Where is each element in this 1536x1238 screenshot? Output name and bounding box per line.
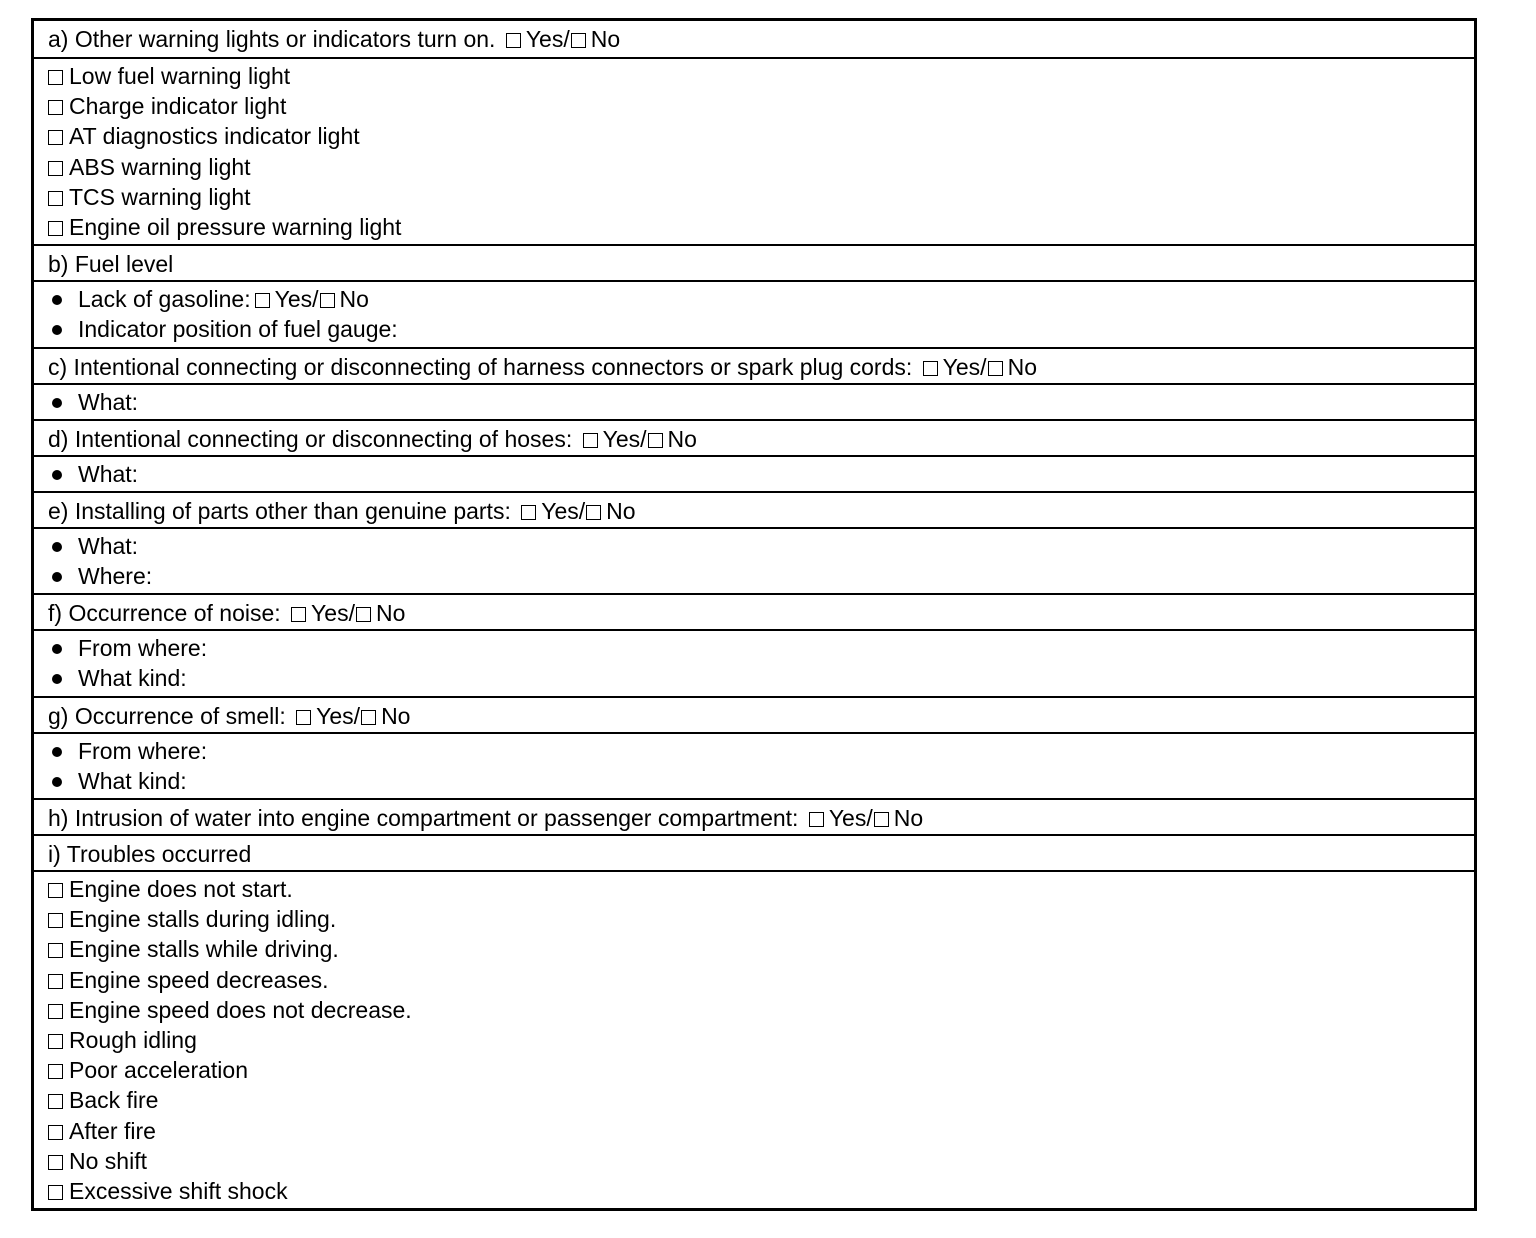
checkbox[interactable] xyxy=(48,1125,63,1140)
yes-checkbox[interactable] xyxy=(255,293,270,308)
bullet-icon xyxy=(52,572,62,582)
section-b-title: b) Fuel level xyxy=(48,251,174,278)
checkbox-item[interactable]: ABS warning light xyxy=(48,152,1474,182)
checkbox-item[interactable]: Poor acceleration xyxy=(48,1055,1474,1085)
checkbox[interactable] xyxy=(48,1185,63,1200)
bullet-item: From where: xyxy=(48,736,1474,766)
checkbox[interactable] xyxy=(48,100,63,115)
checkbox-item[interactable]: Engine speed does not decrease. xyxy=(48,995,1474,1025)
checkbox-item[interactable]: Low fuel warning light xyxy=(48,61,1474,91)
bullet-icon xyxy=(52,325,62,335)
bullet-item: What kind: xyxy=(48,766,1474,796)
no-checkbox[interactable] xyxy=(356,607,371,622)
yes-checkbox[interactable] xyxy=(521,505,536,520)
bullet-item: Where: xyxy=(48,561,1474,591)
checkbox[interactable] xyxy=(48,883,63,898)
section-e-header xyxy=(34,491,1474,527)
section-i-header xyxy=(34,834,1474,870)
bullet-icon xyxy=(52,398,62,408)
yes-checkbox[interactable] xyxy=(506,33,521,48)
section-e-items xyxy=(34,527,1474,593)
section-e-yes-no: Yes/ No xyxy=(517,498,635,524)
checkbox-item[interactable]: Engine oil pressure warning light xyxy=(48,212,1474,242)
bullet-icon xyxy=(52,644,62,654)
bullet-item: From where: xyxy=(48,633,1474,663)
section-i-items xyxy=(34,870,1474,1208)
section-d-items xyxy=(34,455,1474,491)
checkbox[interactable] xyxy=(48,913,63,928)
bullet-icon xyxy=(52,542,62,552)
checkbox-item[interactable]: Back fire xyxy=(48,1085,1474,1115)
checkbox[interactable] xyxy=(48,1094,63,1109)
section-b-header xyxy=(34,244,1474,280)
bullet-icon xyxy=(52,777,62,787)
checkbox[interactable] xyxy=(48,70,63,85)
checkbox[interactable] xyxy=(48,221,63,236)
checkbox-item[interactable]: Rough idling xyxy=(48,1025,1474,1055)
no-checkbox[interactable] xyxy=(988,361,1003,376)
checkbox[interactable] xyxy=(48,1155,63,1170)
checkbox-item[interactable]: Engine stalls while driving. xyxy=(48,934,1474,964)
section-h-header xyxy=(34,798,1474,834)
no-checkbox[interactable] xyxy=(874,812,889,827)
checkbox[interactable] xyxy=(48,161,63,176)
no-checkbox[interactable] xyxy=(320,293,335,308)
section-b-items xyxy=(34,280,1474,346)
section-g-items xyxy=(34,732,1474,798)
section-f-yes-no: Yes/ No xyxy=(287,600,405,626)
checkbox-item[interactable]: Engine does not start. xyxy=(48,874,1474,904)
bullet-item: What: xyxy=(48,531,1474,561)
checkbox[interactable] xyxy=(48,1004,63,1019)
section-h-title: h) Intrusion of water into engine compartment or passenger compartment: xyxy=(48,805,799,831)
section-c-items xyxy=(34,383,1474,419)
yes-checkbox[interactable] xyxy=(296,710,311,725)
section-c-header xyxy=(34,347,1474,383)
section-e-title: e) Installing of parts other than genuine parts: xyxy=(48,497,511,524)
section-g-title: g) Occurrence of smell: xyxy=(48,702,286,729)
checkbox[interactable] xyxy=(48,974,63,989)
section-a-items xyxy=(34,57,1474,244)
yes-checkbox[interactable] xyxy=(583,433,598,448)
checkbox[interactable] xyxy=(48,1034,63,1049)
section-h-yes-no: Yes/ No xyxy=(805,805,923,831)
section-i-title: i) Troubles occurred xyxy=(48,841,252,867)
checkbox-item[interactable]: Charge indicator light xyxy=(48,91,1474,121)
no-checkbox[interactable] xyxy=(648,433,663,448)
no-checkbox[interactable] xyxy=(586,505,601,520)
section-g-yes-no: Yes/ No xyxy=(292,703,410,729)
no-checkbox[interactable] xyxy=(571,33,586,48)
bullet-icon xyxy=(52,470,62,480)
section-d-header xyxy=(34,419,1474,455)
checkbox-item[interactable]: Engine stalls during idling. xyxy=(48,904,1474,934)
section-g-header xyxy=(34,696,1474,732)
section-f-header xyxy=(34,593,1474,629)
bullet-item: What: xyxy=(48,387,1474,417)
section-a-title: a) Other warning lights or indicators turn on. xyxy=(48,26,496,52)
checkbox-item[interactable]: After fire xyxy=(48,1116,1474,1146)
checkbox-item[interactable]: Excessive shift shock xyxy=(48,1176,1474,1206)
section-f-title: f) Occurrence of noise: xyxy=(48,600,281,627)
checkbox[interactable] xyxy=(48,943,63,958)
checkbox-item[interactable]: AT diagnostics indicator light xyxy=(48,121,1474,151)
checkbox-item[interactable]: Engine speed decreases. xyxy=(48,965,1474,995)
bullet-item: What: xyxy=(48,459,1474,489)
section-d-title: d) Intentional connecting or disconnecting of hoses: xyxy=(48,425,573,452)
bullet-item: What kind: xyxy=(48,663,1474,693)
checkbox-item[interactable]: TCS warning light xyxy=(48,182,1474,212)
yes-checkbox[interactable] xyxy=(809,812,824,827)
bullet-icon xyxy=(52,295,62,305)
section-d-yes-no: Yes/ No xyxy=(579,426,697,452)
section-a-header xyxy=(34,21,1474,57)
yes-checkbox[interactable] xyxy=(291,607,306,622)
diagnostic-worksheet-form xyxy=(31,18,1477,1211)
checkbox[interactable] xyxy=(48,1064,63,1079)
bullet-item: Lack of gasoline: Yes/ No xyxy=(48,284,1474,314)
bullet-icon xyxy=(52,674,62,684)
bullet-item: Indicator position of fuel gauge: xyxy=(48,314,1474,344)
section-a-yes-no: Yes/ No xyxy=(502,26,620,52)
checkbox-item[interactable]: No shift xyxy=(48,1146,1474,1176)
section-c-title: c) Intentional connecting or disconnecting of harness connectors or spark plug cords: xyxy=(48,353,913,380)
no-checkbox[interactable] xyxy=(361,710,376,725)
checkbox[interactable] xyxy=(48,130,63,145)
section-c-yes-no: Yes/ No xyxy=(919,354,1037,380)
yes-checkbox[interactable] xyxy=(923,361,938,376)
bullet-icon xyxy=(52,747,62,757)
checkbox[interactable] xyxy=(48,191,63,206)
section-b-yes-no: Yes/ No xyxy=(251,286,369,312)
section-f-items xyxy=(34,629,1474,695)
